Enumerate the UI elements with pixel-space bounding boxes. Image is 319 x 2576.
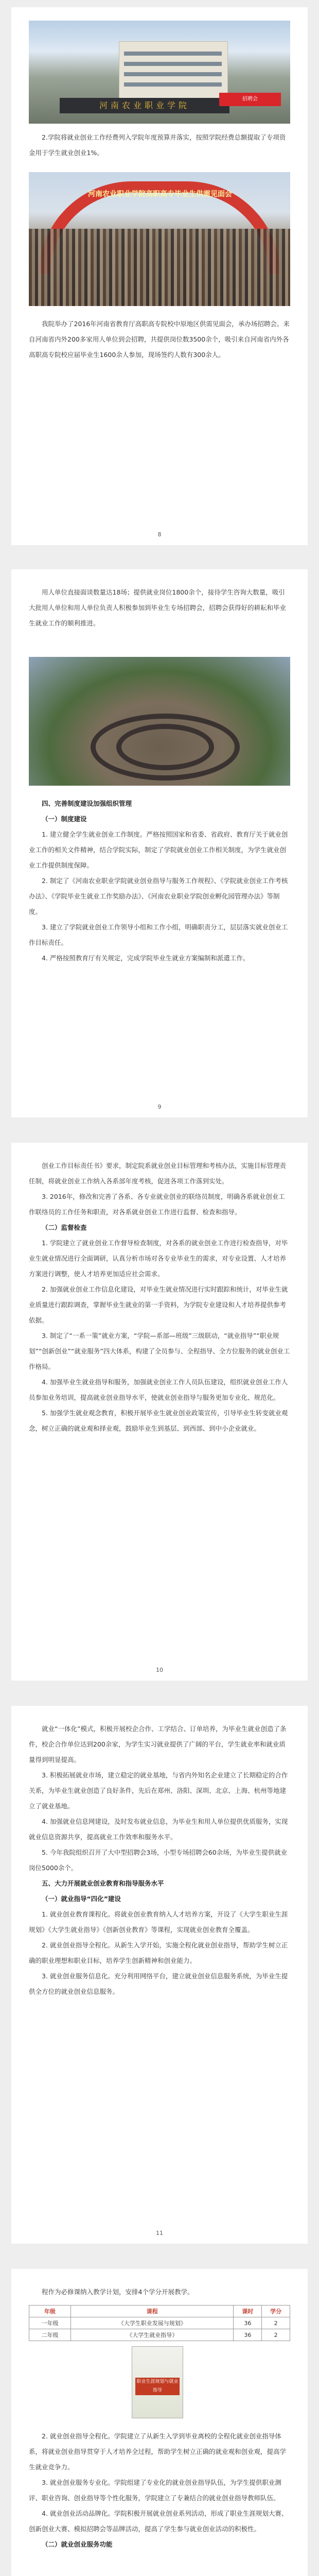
paragraph: 2. 就业创业指导全程化。学院建立了从新生入学到毕业离校的全程化就业创业指导体系，将就业创业指导贯穿于人才培养全过程，帮助学生树立正确的就业观和创业观，提高学生就业竞争力。 xyxy=(29,2432,287,2471)
campus-building-photo xyxy=(29,21,290,124)
table-cell: 36 xyxy=(234,2317,262,2329)
page-11-text xyxy=(29,1721,290,1999)
list-item: 1. 就业创业教育课程化。将就业创业教育纳入人才培养方案，开设了《大学生职业生涯规划》《大学生就业指导》《创新创业教育》等课程，实现就业创业教育全覆盖。 xyxy=(29,1910,288,1934)
section-heading: 四、完善制度建设加强组织管理 xyxy=(42,800,132,807)
table-cell: 《大学生职业发展与规划》 xyxy=(70,2317,234,2329)
recruitment-banner: 招聘会 xyxy=(219,93,281,106)
page-12 xyxy=(11,2269,308,2576)
intro-paragraph: 用人单位直接面谈数量达18场；提供就业岗位1800余个，接待学生咨询大数量，吸引大批用人单位和用人单位负责人积极参加到毕业生专场招聘会，招聘会获得好的耕耘和毕业生就业工作的顺利推进。 xyxy=(29,588,287,627)
page-number: 9 xyxy=(157,1104,162,1110)
page-number: 10 xyxy=(156,1667,163,1673)
table-cell: 36 xyxy=(234,2329,262,2341)
course-table xyxy=(29,2305,290,2341)
table-header: 课时 xyxy=(234,2306,262,2317)
page-10-text xyxy=(29,1158,290,1436)
page-number: 8 xyxy=(157,531,162,538)
aerial-job-fair-photo xyxy=(29,657,290,786)
page-10 xyxy=(11,1143,308,1681)
body-block xyxy=(29,316,290,363)
page-11 xyxy=(11,1706,308,2244)
caption-block xyxy=(29,130,290,161)
page-9 xyxy=(11,569,308,1117)
page-8 xyxy=(11,7,308,545)
subsection-heading: （一）就业指导“四化”建设 xyxy=(42,1895,121,1903)
crowd xyxy=(29,229,290,306)
arch-text: 河南农业职业学院高职高专毕业生供需见面会 xyxy=(88,190,232,198)
section-heading: 五、大力开展就业创业教育和指导服务水平 xyxy=(42,1879,164,1887)
intro-paragraph: 程作为必修课纳入教学计划，安排4个学分开展教学。 xyxy=(42,2288,194,2296)
list-item: 5. 加强学生就业观念教育，积极开展毕业生就业创业政策宣传，引导毕业生转变就业观念，树立正确的就业观和择业观，鼓励毕业生到基层、到西部、到中小企业就业。 xyxy=(29,1409,288,1432)
table-header: 学分 xyxy=(262,2306,290,2317)
caption-text: 2.学院将就业创业工作经费列入学院年度预算并落实，按照学院经费总额提取了专项资金用于学生就业创业1%。 xyxy=(29,133,286,157)
paragraph: 4. 加强就业信息网建设，及时发布就业信息，为毕业生和用人单位提供优质服务，实现就业信息资源共享，提高就业工作效率和服务水平。 xyxy=(29,1818,288,1841)
list-item: 1. 学院建立了就业创业工作督导检查制度，对各系的就业创业工作进行检查指导，对毕业生就业情况进行全面调研，认真分析市场对各专业毕业生的需求，对专业设置、人才培养方案进行调整，使人才培养更加适应社会需求。 xyxy=(29,1239,288,1278)
list-item: 3. 制定了“一系一策”就业方案，“学院—系部—班级”三级联动，“就业指导”“职业规划”“创新创业”“就业服务”四大体系，构建了全员参与、全程指导、全方位服务的就业创业工作格局。 xyxy=(29,1332,290,1370)
list-item: 4. 加强毕业生就业指导和服务，加强就业创业工作人员队伍建设，组织就业创业工作人员参加业务培训，提高就业创业指导水平，使就业创业指导与服务更加专业化、规范化。 xyxy=(29,1378,288,1401)
table-header: 年级 xyxy=(29,2306,71,2317)
intro-block xyxy=(29,585,290,631)
textbook-cover xyxy=(132,2346,183,2418)
table-cell: 一年级 xyxy=(29,2317,71,2329)
list-item: 2. 加强就业创业工作信息化建设，对毕业生就业情况进行实时跟踪和统计，对毕业生就业质量进行跟踪调查，掌握毕业生就业的第一手资料，为学院专业建设和人才培养提供参考依据。 xyxy=(29,1285,288,1324)
job-fair-crowd-photo xyxy=(29,172,290,306)
paragraph: 就业“一体化”模式，积极开展校企合作、工学结合、订单培养，为毕业生就业创造了条件，校企合作单位达到200余家，为学生实习就业提供了广阔的平台，学生就业率和就业质量得到明显提高。 xyxy=(29,1725,287,1764)
list-item: 4. 严格按照教育厅有关规定，完成学院毕业生就业方案编制和派遣工作。 xyxy=(42,954,250,962)
school-sign: 河南农业职业学院 xyxy=(60,98,229,113)
list-item: 2. 制定了《河南农业职业学院就业创业指导与服务工作规程》、《学院就业创业工作考核办法》、《学院毕业生就业工作奖励办法》、《河南农业职业学院创业孵化园管理办法》等制度。 xyxy=(29,877,288,916)
paragraph: 4. 就业创业活动品牌化。学院积极开展就业创业系列活动，形成了职业生涯规划大赛、创新创业大赛、模拟招聘会等品牌活动，提高了学生参与就业创业活动的积极性。 xyxy=(29,2510,288,2533)
page-12-text xyxy=(29,2429,290,2552)
subsection-heading: （二）就业创业服务功能 xyxy=(42,2540,113,2548)
table-cell: 《大学生就业指导》 xyxy=(70,2329,234,2341)
list-item: 2. 就业创业指导全程化。从新生入学开始，实施全程化就业创业指导，帮助学生树立正确的职业理想和职业目标，培养学生创新精神和创业能力。 xyxy=(29,1941,288,1964)
paragraph: 5. 今年我院组织召开了大中型招聘会3场，小型专场招聘会60余场，为毕业生提供就业岗位5000余个。 xyxy=(29,1849,288,1872)
body-paragraph: 我院举办了2016年河南省教育厅高职高专院校中原地区供需见面会，承办场招聘会。来自河南省内外200多家用人单位到会招聘，共提供岗位数3500余个，吸引来自河南省内外各高职高专院校应届毕业生1600余人参加，现场签约人数有300余人。 xyxy=(29,320,290,359)
paragraph: 3. 就业创业服务专业化。学院组建了专业化的就业创业指导队伍，为学生提供职业测评、职业咨询、创业指导等个性化服务，学院建立了专兼结合的就业创业指导教师队伍。 xyxy=(29,2479,281,2502)
table-cell: 2 xyxy=(262,2329,290,2341)
section-4-block xyxy=(29,796,290,966)
subsection-heading: （一）制度建设 xyxy=(42,815,87,823)
list-item: 3. 就业创业服务信息化。充分利用网络平台，建立就业创业信息服务系统，为毕业生提供全方位的就业创业信息服务。 xyxy=(29,1972,288,1995)
list-item: 3. 建立了学院就业创业工作领导小组和工作小组，明确职责分工，层层落实就业创业工作目标责任。 xyxy=(29,923,288,946)
intro-block xyxy=(29,2284,290,2300)
page-number: 11 xyxy=(156,2230,163,2236)
table-cell: 2 xyxy=(262,2317,290,2329)
list-item: 1. 建立健全学生就业创业工作制度。严格按照国家和省委、省政府、教育厅关于就业创业工作的相关文件精神，结合学院实际，制定了学院就业创业工作相关制度，为学生就业创业工作提供制度保障。 xyxy=(29,831,288,869)
paragraph: 3. 2016年，修改和完善了各系、各专业就业创业的联络员制度，明确各系就业创业工作联络员的工作任务和职责，对各系就业创业工作进行监督、检查和指导。 xyxy=(29,1193,285,1216)
paragraph: 3. 积极拓展就业市场，建立稳定的就业基地，与省内外知名企业建立了长期稳定的合作关系，为毕业生就业创造了良好条件，先后在郑州、洛阳、深圳、北京、上海、杭州等地建立了就业基地。 xyxy=(29,1771,288,1810)
table-header: 课程 xyxy=(70,2306,234,2317)
subsection-heading: （二）监督检查 xyxy=(42,1224,87,1231)
paragraph: 创业工作目标责任书》要求，制定院系就业创业目标管理和考核办法，实施目标管理责任制，将就业创业工作纳入各系部年度考核，促进各项工作落到实处。 xyxy=(29,1162,287,1185)
textbook-title: 职业生涯规划与就业指导 xyxy=(135,2378,180,2395)
table-cell: 二年级 xyxy=(29,2329,71,2341)
